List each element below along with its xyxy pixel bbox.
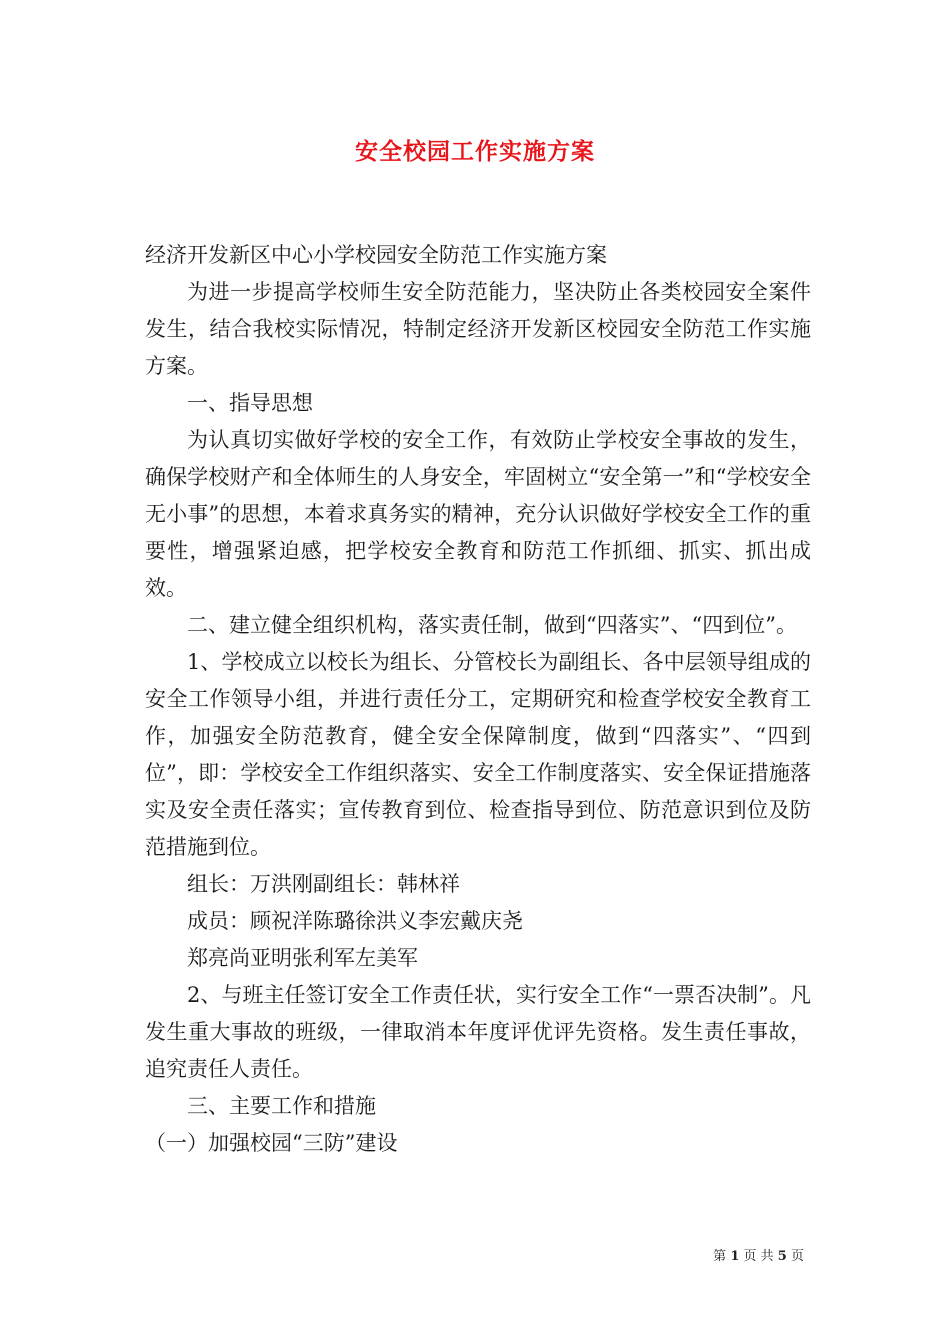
- section-heading-3: 三、主要工作和措施: [187, 1094, 376, 1118]
- paragraph-intro: 为进一步提高学校师生安全防范能力，坚决防止各类校园安全案件发生，结合我校实际情况，特制定经济开发新区校园安全防范工作实施方案。: [145, 280, 811, 378]
- paragraph-members-cont: 郑亮尚亚明张利军左美军: [187, 946, 418, 970]
- paragraph-item-2: 2、与班主任签订安全工作责任状，实行安全工作“一票否决制”。凡发生重大事故的班级，一律取消本年度评优评先资格。发生责任事故，追究责任人责任。: [145, 983, 811, 1081]
- subsection-heading-1: （一）加强校园“三防”建设: [145, 1131, 398, 1155]
- section-heading-1: 一、指导思想: [187, 391, 313, 415]
- paragraph-leaders: 组长：万洪刚副组长：韩林祥: [187, 872, 460, 896]
- section-heading-2: 二、建立健全组织机构，落实责任制，做到“四落实”、“四到位”。: [187, 613, 797, 637]
- page-footer: [713, 1245, 804, 1264]
- footer-total-pages: 5: [777, 1249, 787, 1264]
- paragraph-item-1: 1、学校成立以校长为组长、分管校长为副组长、各中层领导组成的安全工作领导小组，并进行责任分工，定期研究和检查学校安全教育工作，加强安全防范教育，健全安全保障制度，做到“四落实”、“四到位”，即：学校安全工作组织落实、安全工作制度落实、安全保证措施落实及安全责任落实；宣传教育到位、检查指导到位、防范意识到位及防范措施到位。: [145, 650, 811, 859]
- footer-middle: 页 共: [743, 1249, 774, 1264]
- footer-page-number: 1: [730, 1249, 740, 1264]
- footer-prefix: 第: [713, 1249, 727, 1264]
- paragraph-guiding-thought: 为认真切实做好学校的安全工作，有效防止学校安全事故的发生，确保学校财产和全体师生的人身安全，牢固树立“安全第一”和“学校安全无小事”的思想，本着求真务实的精神，充分认识做好学校安全工作的重要性，增强紧迫感，把学校安全教育和防范工作抓细、抓实、抓出成效。: [145, 428, 811, 600]
- footer-suffix: 页: [790, 1249, 804, 1264]
- document-body: [145, 237, 811, 1162]
- document-subtitle: 经济开发新区中心小学校园安全防范工作实施方案: [145, 243, 607, 267]
- paragraph-members: 成员：顾祝洋陈璐徐洪义李宏戴庆尧: [187, 909, 523, 933]
- document-title: 安全校园工作实施方案: [355, 138, 595, 165]
